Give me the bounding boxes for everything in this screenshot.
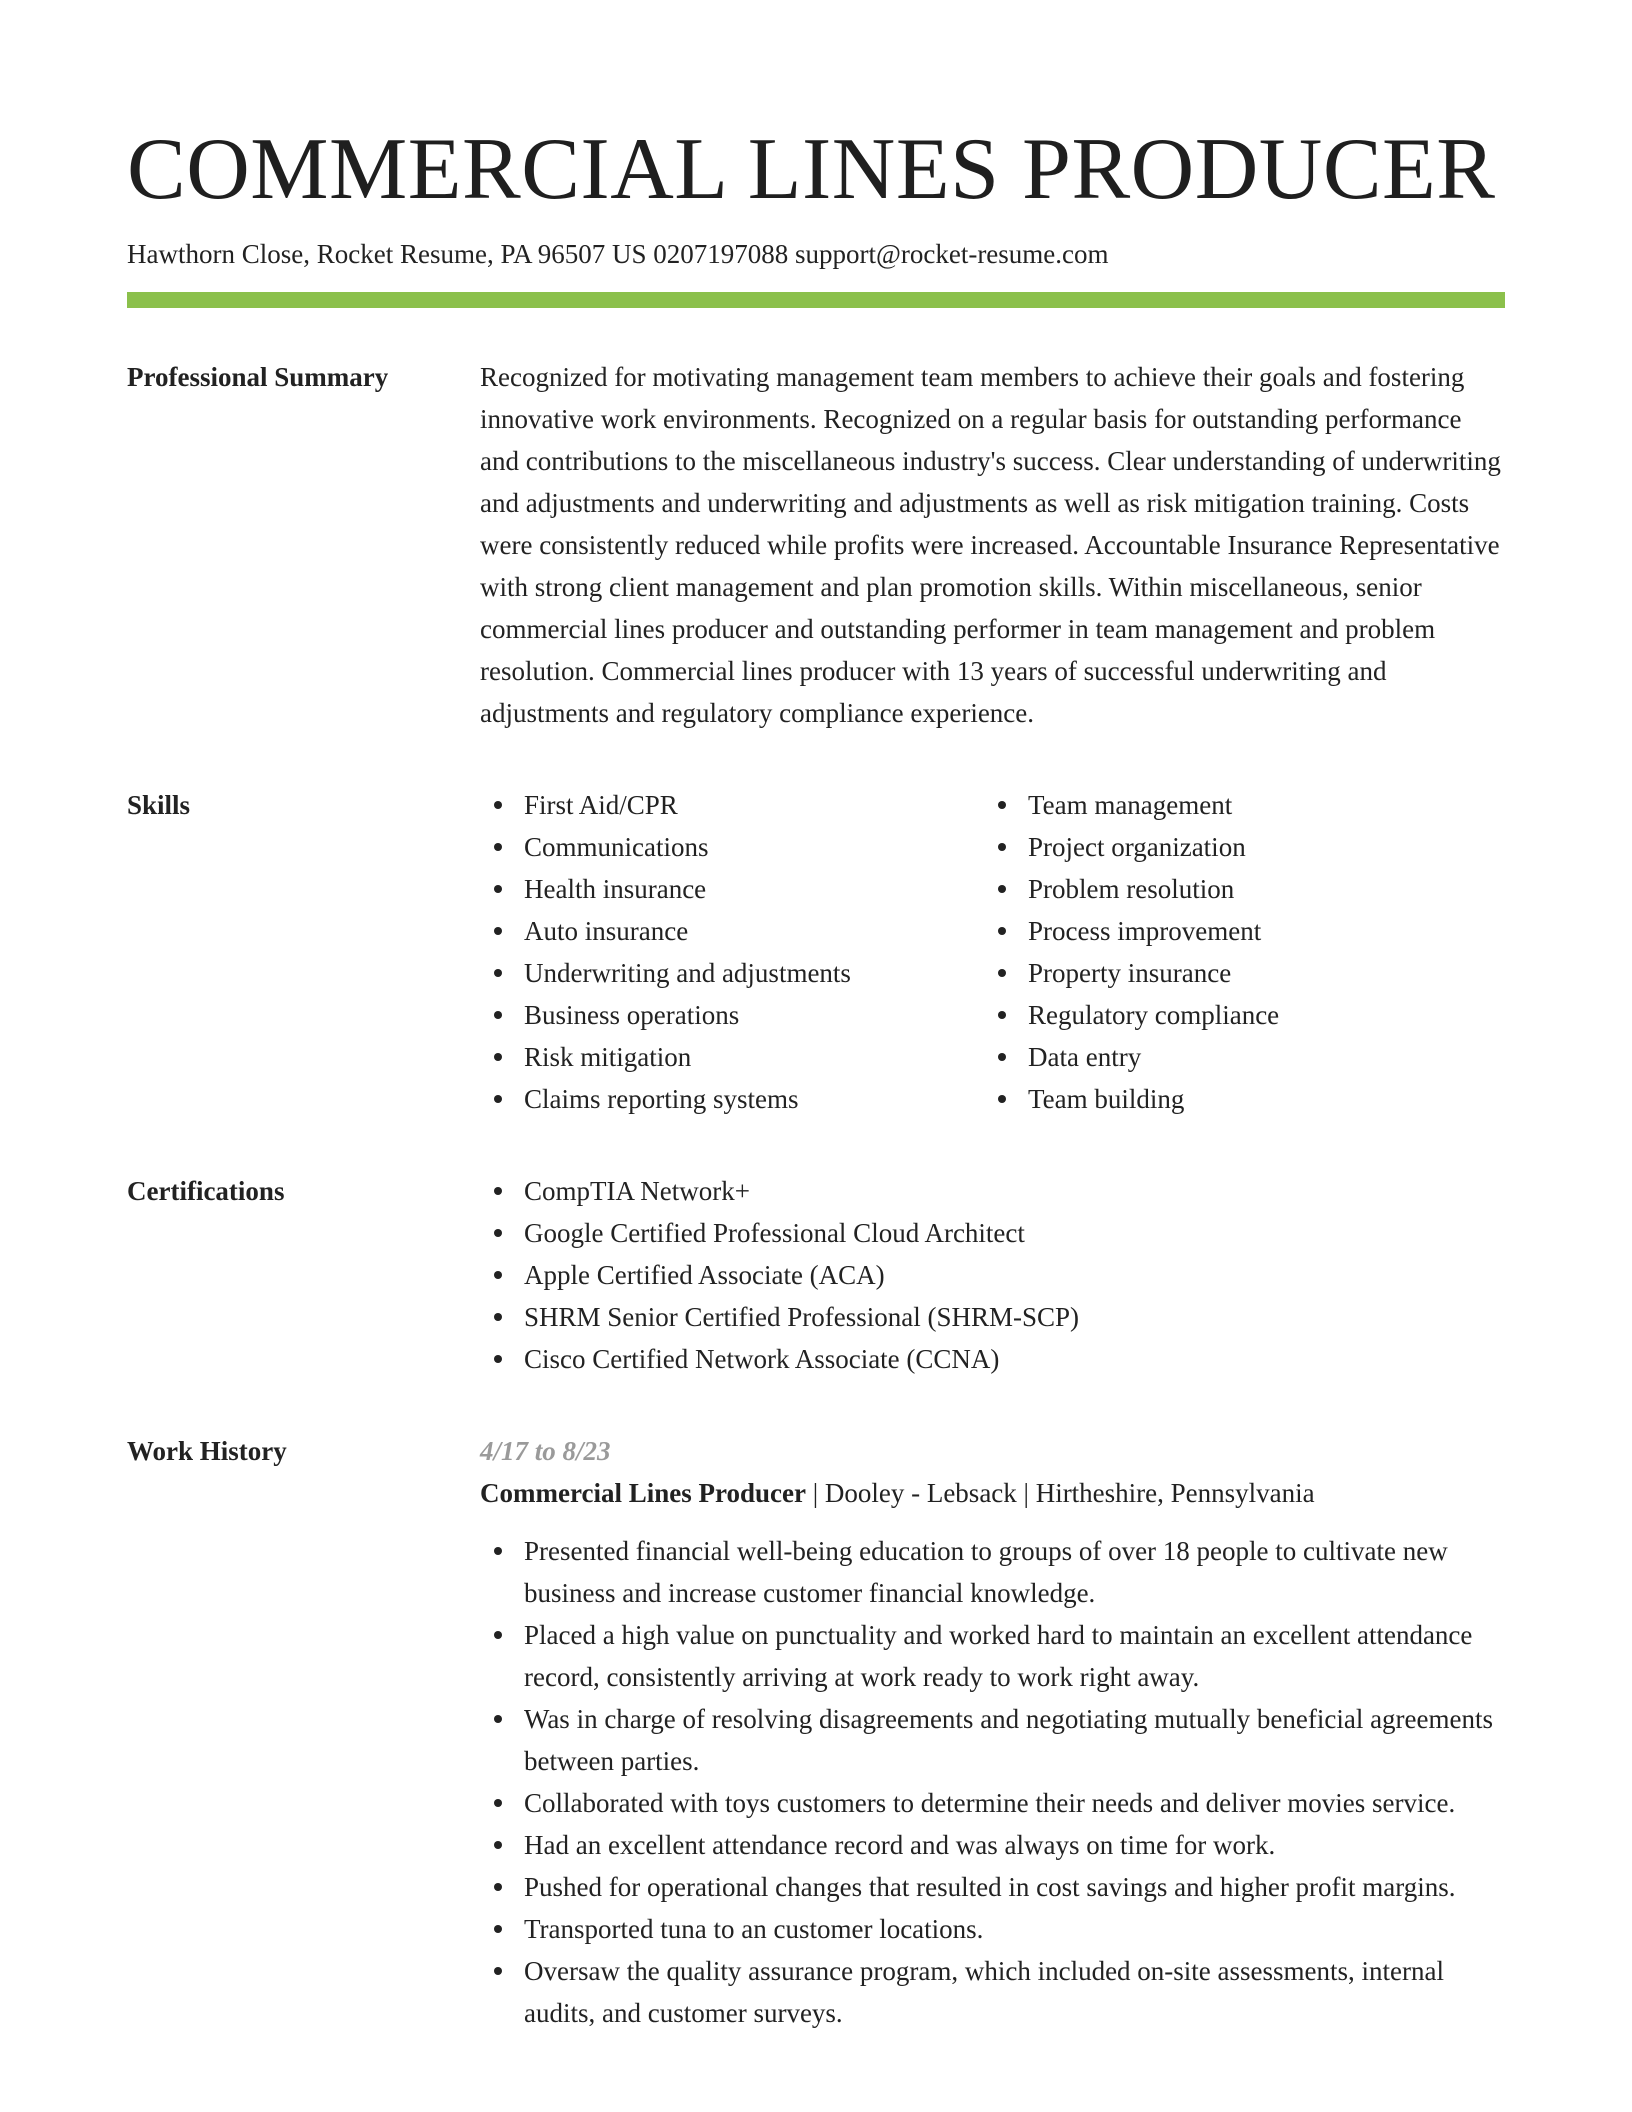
skill-item: Process improvement [984,910,1488,952]
section-label-work-history: Work History [127,1436,287,1466]
section-label-certifications: Certifications [127,1176,285,1206]
skill-item: Risk mitigation [480,1036,984,1078]
skill-item: Communications [480,826,984,868]
job-bullets [480,1530,1505,2034]
skill-item: Health insurance [480,868,984,910]
skill-item: Project organization [984,826,1488,868]
job-bullet: Was in charge of resolving disagreements and negotiating mutually beneficial agreements between parties. [480,1698,1505,1782]
page-title: COMMERCIAL LINES PRODUCER [127,121,1496,218]
skills-section [127,784,1505,1120]
job-bullet: Had an excellent attendance record and was always on time for work. [480,1824,1505,1866]
job-bullet: Oversaw the quality assurance program, which included on-site assessments, internal audits, and customer surveys. [480,1950,1505,2034]
certification-item: Google Certified Professional Cloud Architect [480,1212,1505,1254]
skill-item: Claims reporting systems [480,1078,984,1120]
job-bullet: Collaborated with toys customers to determine their needs and deliver movies service. [480,1782,1505,1824]
job-entry [480,1430,1505,2034]
skill-item: Team building [984,1078,1488,1120]
skill-item: Team management [984,784,1488,826]
job-bullet: Presented financial well-being education to groups of over 18 people to cultivate new business and increase customer financial knowledge. [480,1530,1505,1614]
job-bullet: Placed a high value on punctuality and worked hard to maintain an excellent attendance record, consistently arriving at work ready to work right away. [480,1614,1505,1698]
certification-item: Apple Certified Associate (ACA) [480,1254,1505,1296]
job-title: Commercial Lines Producer [480,1478,806,1508]
section-label-summary: Professional Summary [127,362,389,392]
skill-item: Regulatory compliance [984,994,1488,1036]
summary-section [127,356,1505,734]
summary-text: Recognized for motivating management team members to achieve their goals and fostering innovative work environments. Recognized on a regular basis for outstanding performance and contributions to the miscellaneous industry's success. Clear understanding of underwriting and adjustments and underwriting and adjustments as well as risk mitigation training. Costs were consistently reduced while profits were increased. Accountable Insurance Representative with strong client management and plan promotion skills. Within miscellaneous, senior commercial lines producer and outstanding performer in team management and problem resolution. Commercial lines producer with 13 years of successful underwriting and adjustments and regulatory compliance experience. [480,362,1501,728]
skill-item: Problem resolution [984,868,1488,910]
certifications-list [480,1170,1505,1380]
skill-item: Business operations [480,994,984,1036]
job-company-location: | Dooley - Lebsack | Hirtheshire, Pennsylvania [805,1478,1315,1508]
skill-item: Auto insurance [480,910,984,952]
skill-item: Property insurance [984,952,1488,994]
job-bullet: Transported tuna to an customer locations. [480,1908,1505,1950]
certification-item: SHRM Senior Certified Professional (SHRM-SCP) [480,1296,1505,1338]
resume-page [127,118,1505,2034]
work-history-section [127,1430,1505,2034]
certifications-section [127,1170,1505,1380]
contact-info: Hawthorn Close, Rocket Resume, PA 96507 US 0207197088 support@rocket-resume.com [127,239,1109,269]
accent-divider [127,292,1505,308]
certification-item: Cisco Certified Network Associate (CCNA) [480,1338,1505,1380]
skill-item: First Aid/CPR [480,784,984,826]
skills-list-left [480,784,984,1120]
skill-item: Data entry [984,1036,1488,1078]
job-bullet: Pushed for operational changes that resulted in cost savings and higher profit margins. [480,1866,1505,1908]
job-header [480,1472,1505,1514]
certification-item: CompTIA Network+ [480,1170,1505,1212]
job-dates: 4/17 to 8/23 [480,1436,611,1466]
skills-list-right [984,784,1488,1120]
section-label-skills: Skills [127,790,191,820]
skill-item: Underwriting and adjustments [480,952,984,994]
